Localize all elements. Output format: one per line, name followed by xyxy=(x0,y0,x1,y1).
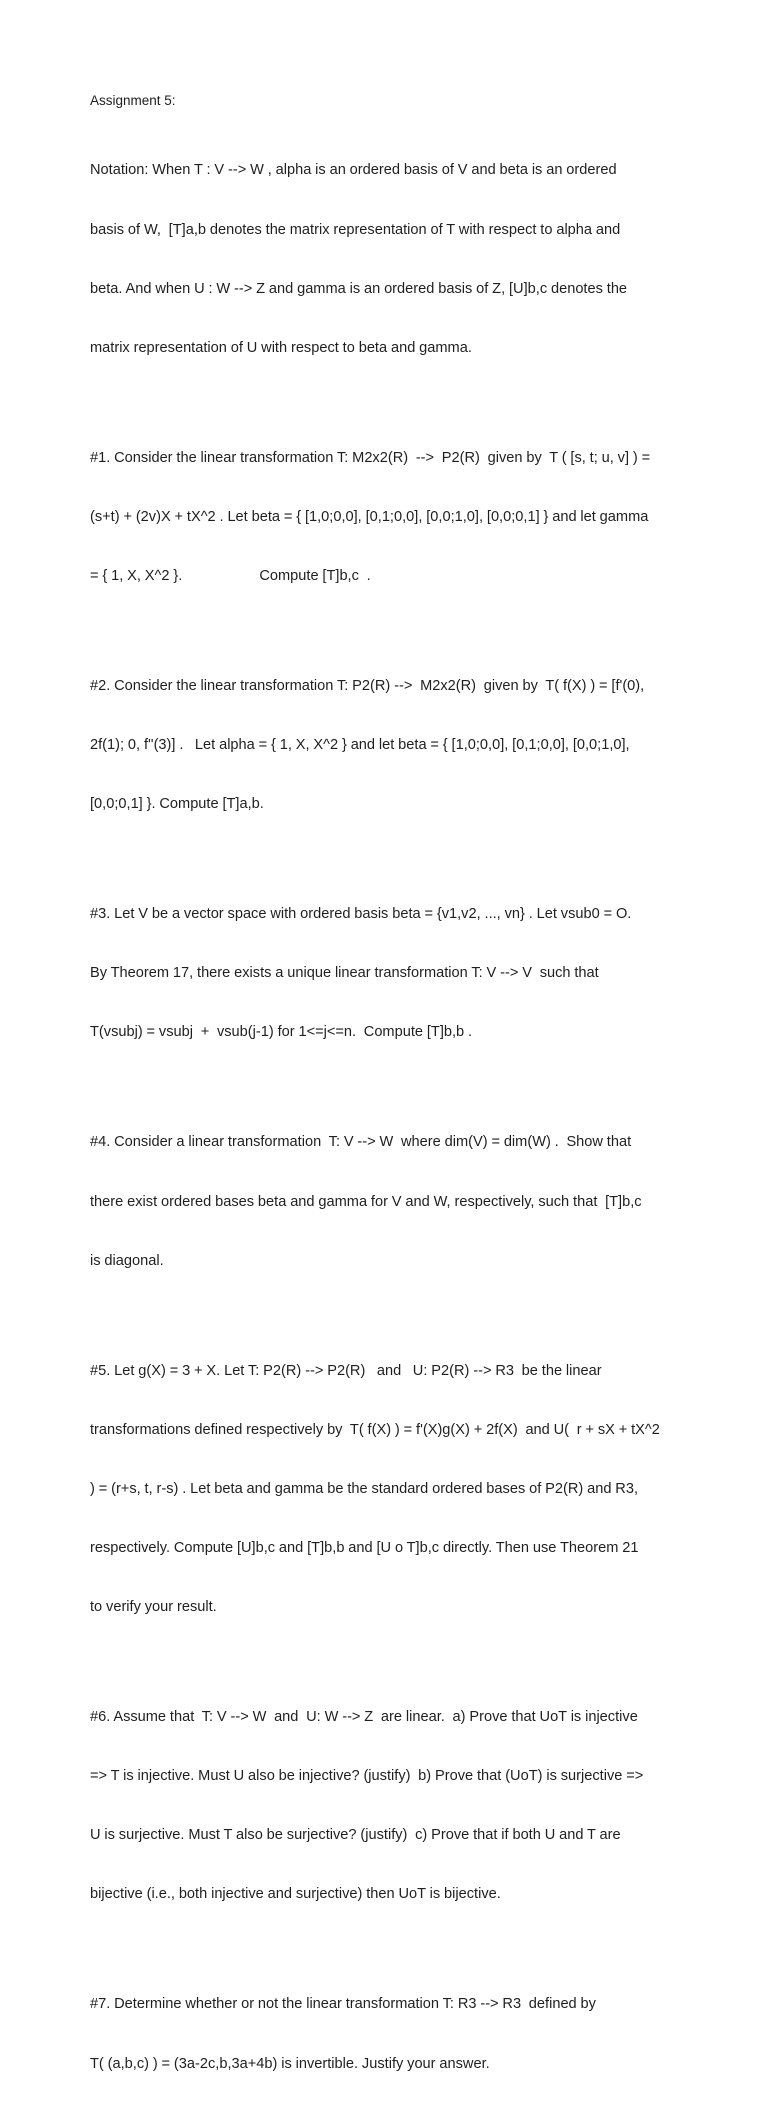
text-line: Notation: When T : V --> W , alpha is an ordered basis of V and beta is an ordered xyxy=(90,162,617,179)
problem-3 xyxy=(90,866,690,1083)
text-line: T(vsubj) = vsubj + vsub(j-1) for 1<=j<=n. Compute [T]b,b . xyxy=(90,1024,473,1041)
problem-6 xyxy=(90,1669,690,1945)
text-line: T( (a,b,c) ) = (3a-2c,b,3a+4b) is invertible. Justify your answer. xyxy=(90,2055,490,2072)
text-line: U is surjective. Must T also be surjective? (justify) c) Prove that if both U and T are xyxy=(90,1827,621,1844)
document-page xyxy=(90,91,690,2125)
text-line: (s+t) + (2v)X + tX^2 . Let beta = { [1,0;0,0], [0,1;0,0], [0,0;1,0], [0,0;0,1] } and let gamma xyxy=(90,508,649,525)
text-line: ) = (r+s, t, r-s) . Let beta and gamma be the standard ordered bases of P2(R) and R3, xyxy=(90,1480,638,1497)
text-line: = { 1, X, X^2 }. Compute [T]b,c . xyxy=(90,567,371,584)
problem-1 xyxy=(90,409,690,626)
text-line: By Theorem 17, there exists a unique linear transformation T: V --> V such that xyxy=(90,965,599,982)
problem-2 xyxy=(90,638,690,855)
text-line: #4. Consider a linear transformation T: V --> W where dim(V) = dim(W) . Show that xyxy=(90,1134,632,1151)
text-line: => T is injective. Must U also be injective? (justify) b) Prove that (UoT) is surjective => xyxy=(90,1768,644,1785)
text-line: to verify your result. xyxy=(90,1599,217,1616)
text-line: #2. Consider the linear transformation T: P2(R) --> M2x2(R) given by T( f(X) ) = [f'(0), xyxy=(90,677,645,694)
notation-paragraph xyxy=(90,122,690,398)
assignment-title: Assignment 5: xyxy=(90,93,176,108)
text-line: #6. Assume that T: V --> W and U: W --> Z are linear. a) Prove that UoT is injective xyxy=(90,1709,638,1726)
text-line: transformations defined respectively by T( f(X) ) = f'(X)g(X) + 2f(X) and U( r + sX + tX^2 xyxy=(90,1421,660,1438)
text-line: respectively. Compute [U]b,c and [T]b,b and [U o T]b,c directly. Then use Theorem 21 xyxy=(90,1540,639,1557)
text-line: #5. Let g(X) = 3 + X. Let T: P2(R) --> P2(R) and U: P2(R) --> R3 be the linear xyxy=(90,1362,602,1379)
text-line: #3. Let V be a vector space with ordered basis beta = {v1,v2, ..., vn} . Let vsub0 = O. xyxy=(90,906,632,923)
text-line: 2f(1); 0, f''(3)] . Let alpha = { 1, X, X^2 } and let beta = { [1,0;0,0], [0,1;0,0], [0,0;1,0], xyxy=(90,737,630,754)
problem-4 xyxy=(90,1094,690,1311)
problem-7 xyxy=(90,1956,690,2114)
text-line: there exist ordered bases beta and gamma for V and W, respectively, such that [T]b,c xyxy=(90,1193,642,1210)
text-line: beta. And when U : W --> Z and gamma is an ordered basis of Z, [U]b,c denotes the xyxy=(90,280,628,297)
text-line: basis of W, [T]a,b denotes the matrix representation of T with respect to alpha and xyxy=(90,221,621,238)
text-line: matrix representation of U with respect to beta and gamma. xyxy=(90,339,472,356)
text-line: #1. Consider the linear transformation T: M2x2(R) --> P2(R) given by T ( [s, t; u, v] ) = xyxy=(90,449,651,466)
text-line: bijective (i.e., both injective and surjective) then UoT is bijective. xyxy=(90,1886,501,1903)
text-line: [0,0;0,1] }. Compute [T]a,b. xyxy=(90,796,264,813)
problem-5 xyxy=(90,1322,690,1657)
text-line: is diagonal. xyxy=(90,1252,164,1269)
text-line: #7. Determine whether or not the linear transformation T: R3 --> R3 defined by xyxy=(90,1996,596,2013)
